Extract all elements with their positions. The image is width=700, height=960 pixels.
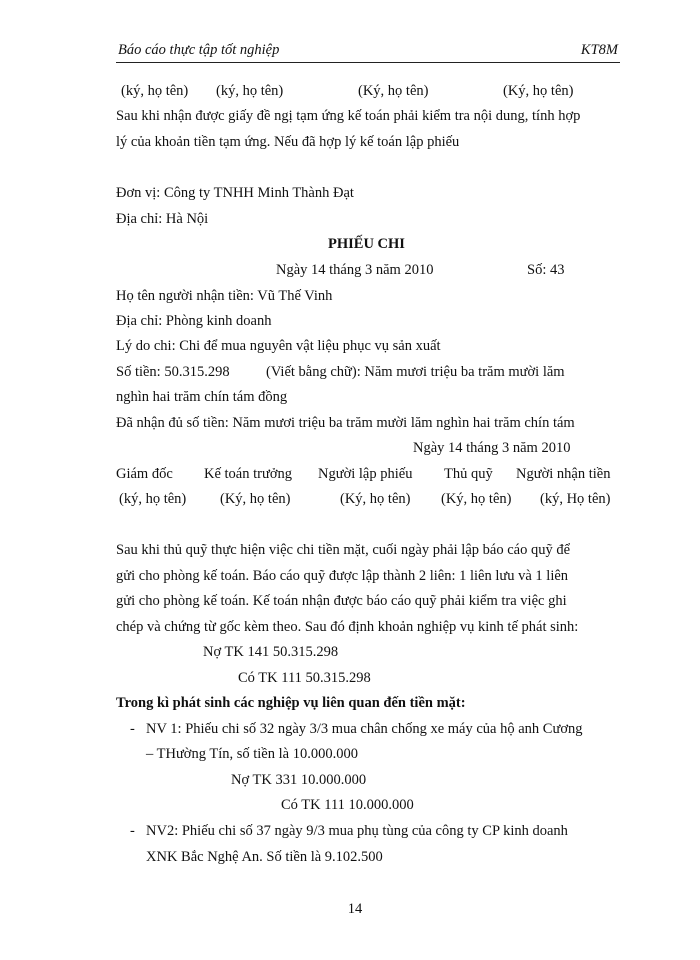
voucher-amount: Số tiền: 50.315.298 [116, 364, 230, 380]
voucher-amount-words-2: nghìn hai trăm chín tám đồng [116, 389, 288, 405]
role-note-4: (Ký, họ tên) [441, 491, 512, 507]
page-header [116, 42, 620, 63]
item-2-line-1: NV2: Phiếu chi số 37 ngày 9/3 mua phụ tùng của công ty CP kinh doanh [146, 823, 568, 839]
voucher-receiver-address: Địa chỉ: Phòng kinh doanh [116, 313, 272, 329]
role-cashier: Thủ quỹ [444, 466, 493, 482]
voucher-title: PHIẾU CHI [328, 236, 405, 252]
para2-debit: Nợ TK 141 50.315.298 [203, 644, 339, 660]
sig-note-4: (Ký, họ tên) [503, 83, 574, 99]
sig-note-2: (ký, họ tên) [216, 83, 284, 99]
role-note-2: (Ký, họ tên) [220, 491, 291, 507]
header-code: KT8M [580, 42, 618, 58]
role-note-3: (Ký, họ tên) [340, 491, 411, 507]
role-chief-accountant: Kế toán trưởng [204, 466, 293, 482]
role-preparer: Người lập phiếu [318, 466, 413, 482]
voucher-reason: Lý do chi: Chi để mua nguyên vật liệu phục vụ sản xuất [116, 338, 441, 354]
header-title: Báo cáo thực tập tốt nghiệp [118, 42, 280, 58]
item-1-bullet: - [130, 721, 135, 737]
para2-line-4: chép và chứng từ gốc kèm theo. Sau đó định khoản nghiệp vụ kinh tế phát sinh: [116, 619, 579, 635]
voucher-receiver: Họ tên người nhận tiền: Vũ Thế Vinh [116, 288, 333, 304]
voucher-number: Số: 43 [527, 262, 565, 278]
voucher-amount-words-1: (Viết bằng chữ): Năm mươi triệu ba trăm mười lăm [266, 364, 565, 380]
voucher-unit: Đơn vị: Công ty TNHH Minh Thành Đạt [116, 185, 354, 201]
page-number: 14 [347, 901, 363, 917]
role-receiver: Người nhận tiền [516, 466, 611, 482]
para2-line-2: gửi cho phòng kế toán. Báo cáo quỹ được lập thành 2 liên: 1 liên lưu và 1 liên [116, 568, 569, 584]
role-director: Giám đốc [116, 466, 173, 482]
item-2-line-2: XNK Bắc Nghệ An. Số tiền là 9.102.500 [146, 849, 383, 865]
voucher-date: Ngày 14 tháng 3 năm 2010 [276, 262, 434, 278]
para1-line-2: lý của khoản tiền tạm ứng. Nếu đã hợp lý kế toán lập phiếu [116, 134, 460, 150]
para2-line-3: gửi cho phòng kế toán. Kế toán nhận được báo cáo quỹ phải kiểm tra việc ghi [116, 593, 567, 609]
item-2-bullet: - [130, 823, 135, 839]
section-title: Trong kì phát sinh các nghiệp vụ liên quan đến tiền mặt: [116, 695, 466, 711]
voucher-sign-date: Ngày 14 tháng 3 năm 2010 [413, 440, 571, 456]
sig-note-1: (ký, họ tên) [121, 83, 189, 99]
sig-note-3: (Ký, họ tên) [358, 83, 429, 99]
item-1-credit: Có TK 111 10.000.000 [281, 797, 414, 813]
item-1-line-1: NV 1: Phiếu chi số 32 ngày 3/3 mua chân chống xe máy của hộ anh Cương [146, 721, 583, 737]
item-1-debit: Nợ TK 331 10.000.000 [231, 772, 367, 788]
item-1-line-2: – THường Tín, số tiền là 10.000.000 [146, 746, 358, 762]
para2-line-1: Sau khi thủ quỹ thực hiện việc chi tiền mặt, cuối ngày phải lập báo cáo quỹ để [116, 542, 571, 558]
voucher-address: Địa chỉ: Hà Nội [116, 211, 209, 227]
para1-line-1: Sau khi nhận được giấy đề ngị tạm ứng kế toán phải kiểm tra nội dung, tính hợp [116, 108, 581, 124]
role-note-5: (ký, Họ tên) [540, 491, 611, 507]
para2-credit: Có TK 111 50.315.298 [238, 670, 371, 686]
voucher-received: Đã nhận đủ số tiền: Năm mươi triệu ba trăm mười lăm nghìn hai trăm chín tám [116, 415, 575, 431]
role-note-1: (ký, họ tên) [119, 491, 187, 507]
